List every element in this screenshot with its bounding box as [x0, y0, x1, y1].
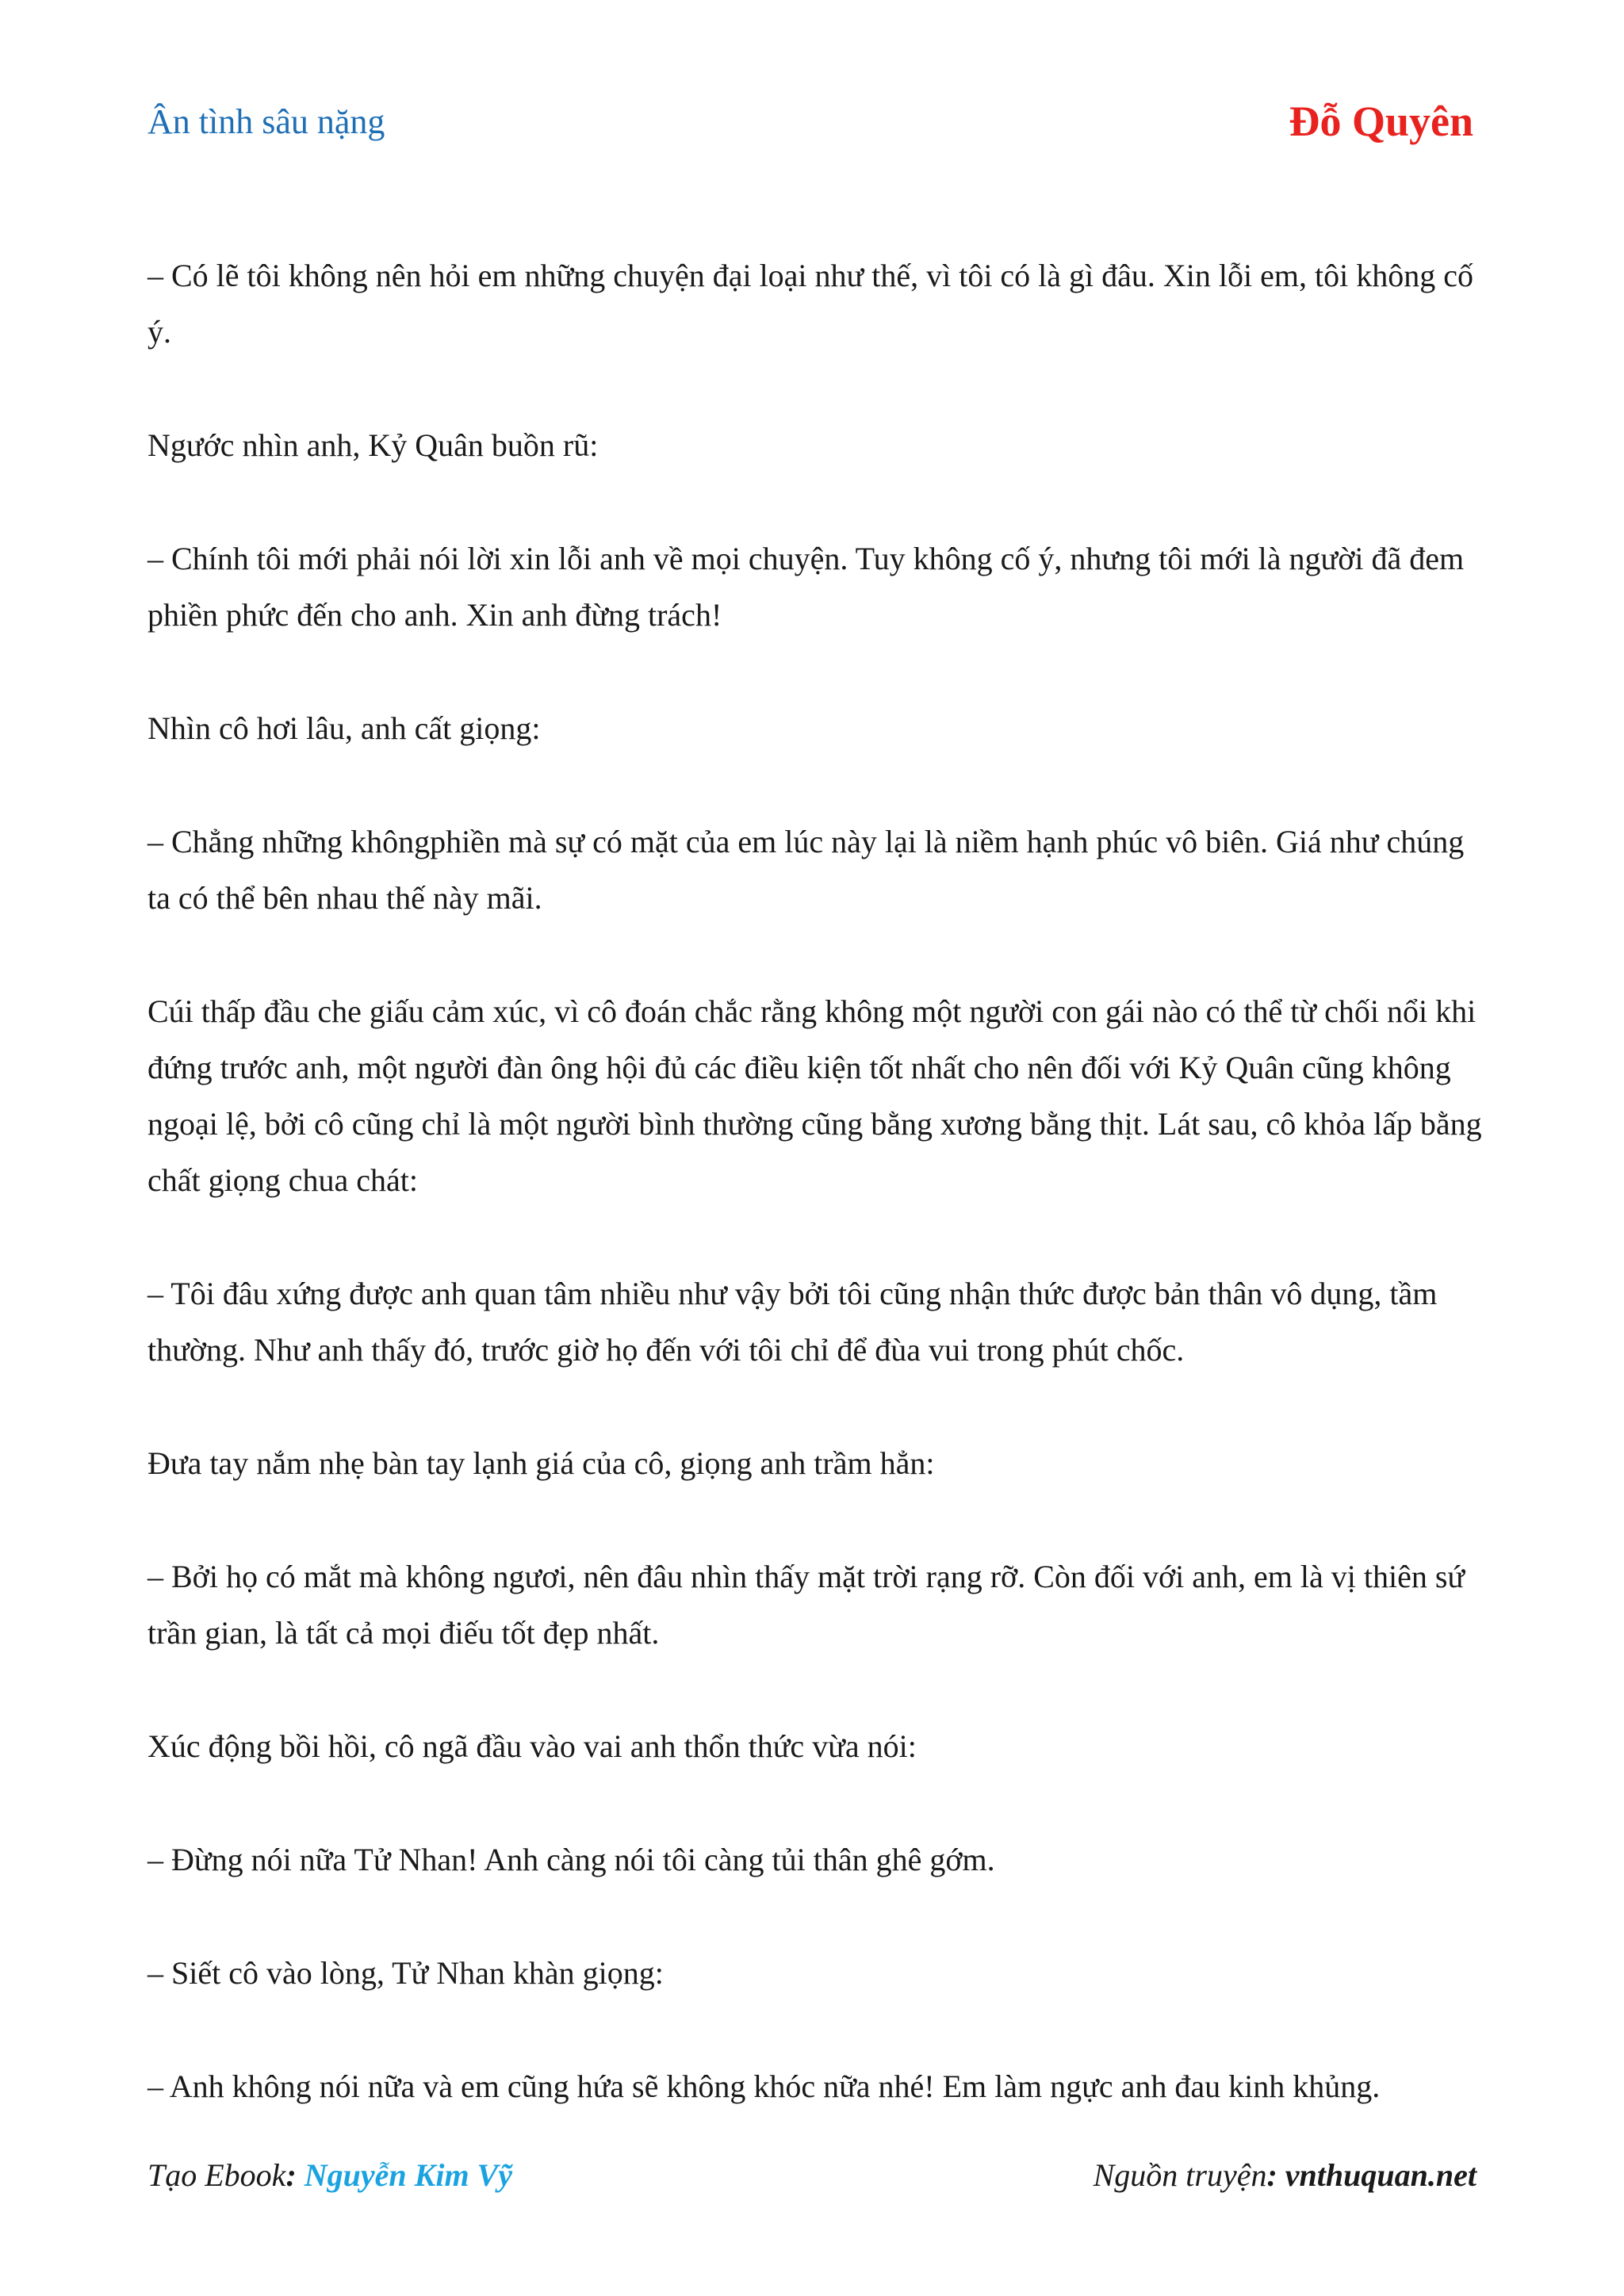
paragraph: – Chẳng những khôngphiền mà sự có mặt của em lúc này lại là niềm hạnh phúc vô biên. Giá như chúng ta có thể bên nhau thế này mãi. — [147, 824, 1465, 916]
paragraph: – Bởi họ có mắt mà không ngươi, nên đâu nhìn thấy mặt trời rạng rỡ. Còn đối với anh, em là vị thiên sứ trần gian, là tất cả mọi điếu tốt đẹp nhất. — [147, 1559, 1465, 1651]
source-site: vnthuquan.net — [1285, 2157, 1477, 2193]
author-name: Đỗ Quyên — [1289, 98, 1473, 145]
ebook-label: Tạo Ebook — [147, 2157, 286, 2193]
source-credit — [1094, 2156, 1477, 2194]
paragraph: – Siết cô vào lòng, Tử Nhan khàn giọng: — [147, 1955, 664, 1991]
paragraph: Ngước nhìn anh, Kỷ Quân buồn rũ: — [147, 427, 599, 463]
paragraph: Nhìn cô hơi lâu, anh cất giọng: — [147, 710, 541, 746]
book-title: Ân tình sâu nặng — [147, 102, 385, 141]
paragraph: – Có lẽ tôi không nên hỏi em những chuyện đại loại như thế, vì tôi có là gì đâu. Xin lỗi em, tôi không cố ý. — [147, 258, 1473, 350]
paragraph: – Anh không nói nữa và em cũng hứa sẽ không khóc nữa nhé! Em làm ngực anh đau kinh khủng. — [147, 2068, 1381, 2104]
paragraph: – Chính tôi mới phải nói lời xin lỗi anh về mọi chuyện. Tuy không cố ý, nhưng tôi mới là người đã đem phiền phức đến cho anh. Xin anh đừng trách! — [147, 541, 1465, 633]
page-footer — [147, 2156, 1477, 2204]
paragraph: Đưa tay nắm nhẹ bàn tay lạnh giá của cô, giọng anh trầm hẳn: — [147, 1445, 935, 1481]
ebook-colon: : — [285, 2157, 297, 2193]
story-body — [147, 247, 1488, 2172]
paragraph: Xúc động bồi hồi, cô ngã đầu vào vai anh thổn thức vừa nói: — [147, 1728, 917, 1764]
paragraph: Cúi thấp đầu che giấu cảm xúc, vì cô đoán chắc rằng không một người con gái nào có thể từ chối nổi khi đứng trước anh, một người đàn ông hội đủ các điều kiện tốt nhất cho nên đối với Kỷ Quân cũng không ngoại lệ, bởi cô cũng chỉ là một người bình thường cũng bằng xương bằng thịt. Lát sau, cô khỏa lấp bằng chất giọng chua chát: — [147, 993, 1482, 1198]
ebook-credit — [147, 2156, 512, 2194]
ebook-creator-name: Nguyễn Kim Vỹ — [304, 2157, 512, 2193]
source-colon: : — [1266, 2157, 1277, 2193]
source-label: Nguồn truyện — [1093, 2157, 1267, 2193]
paragraph: – Đừng nói nữa Tử Nhan! Anh càng nói tôi càng tủi thân ghê gớm. — [147, 1842, 995, 1877]
paragraph: – Tôi đâu xứng được anh quan tâm nhiều như vậy bởi tôi cũng nhận thức được bản thân vô dụng, tầm thường. Như anh thấy đó, trước giờ họ đến với tôi chỉ để đùa vui trong phút chốc. — [147, 1276, 1438, 1368]
